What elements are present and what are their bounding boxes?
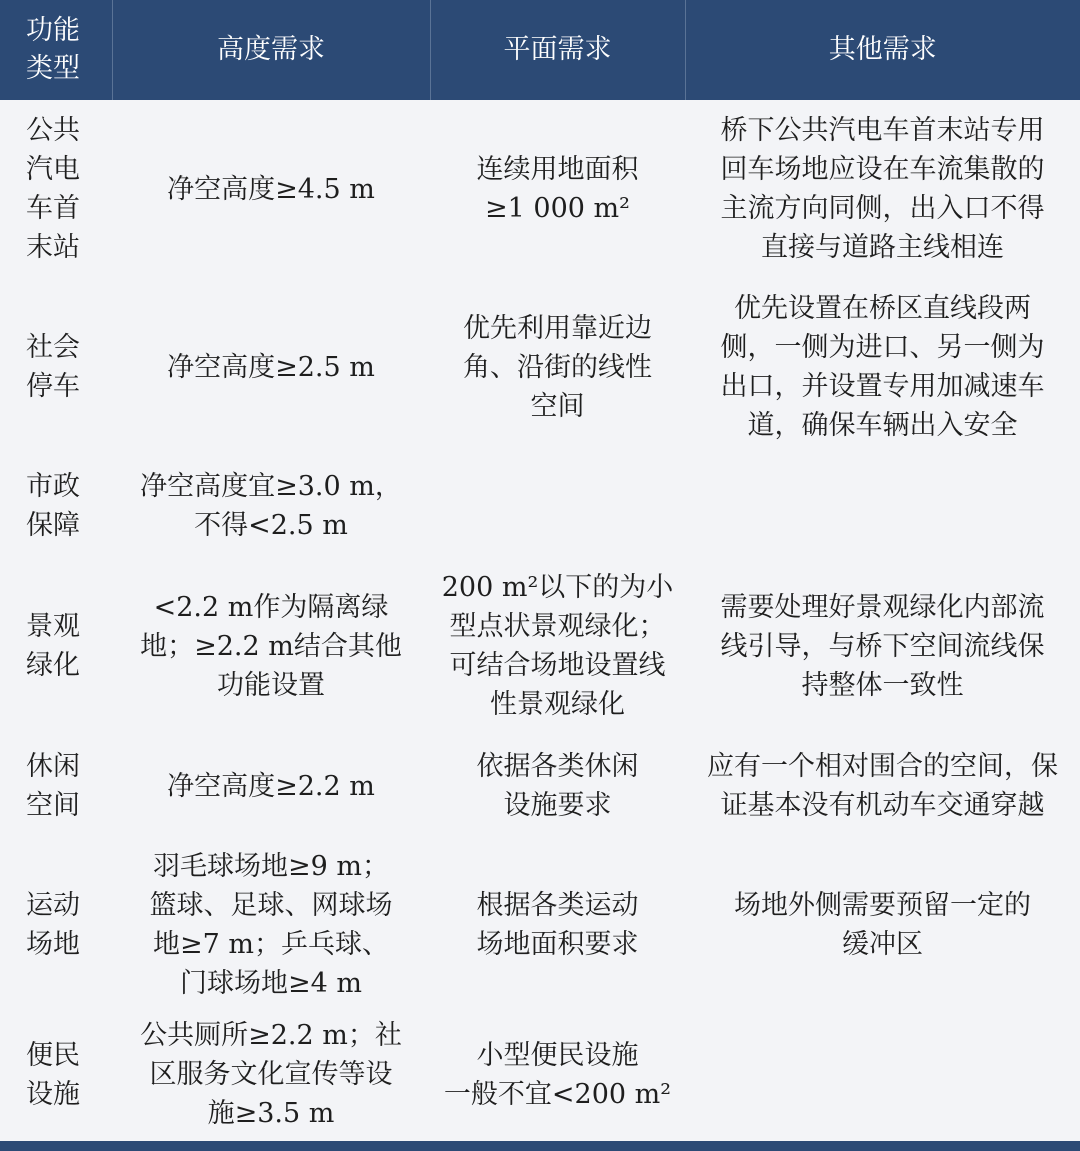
cell-function-type: 便民 设施 — [26, 1039, 80, 1110]
cell-other: 应有一个相对围合的空间，保 证基本没有机动车交通穿越 — [707, 751, 1058, 821]
cell-plane: 依据各类休闲 设施要求 — [476, 751, 639, 821]
header-height-requirement: 高度需求 — [112, 0, 430, 100]
cell-height: 羽毛球场地≥9 m； 篮球、足球、网球场 地≥7 m；乒乓球、 门球场地≥4 m — [149, 851, 393, 999]
cell-other: 场地外侧需要预留一定的 缓冲区 — [734, 890, 1031, 960]
cell-height: 净空高度≥2.2 m — [167, 770, 375, 802]
cell-function-type: 市政 保障 — [26, 471, 80, 541]
cell-function-type: 运动 场地 — [26, 890, 80, 960]
cell-function-type: 景观 绿化 — [26, 611, 80, 681]
table-row — [0, 556, 1080, 736]
cell-plane: 根据各类运动 场地面积要求 — [476, 890, 639, 960]
cell-height: <2.2 m作为隔离绿 地；≥2.2 m结合其他 功能设置 — [140, 591, 402, 701]
table-row — [0, 456, 1080, 556]
cell-function-type: 休闲 空间 — [26, 751, 80, 821]
table-bottom-border — [0, 1141, 1080, 1151]
table-body — [0, 100, 1080, 1135]
table-row — [0, 736, 1080, 836]
table-row — [0, 278, 1080, 456]
header-plane-requirement: 平面需求 — [430, 0, 685, 100]
cell-height: 公共厕所≥2.2 m；社 区服务文化宣传等设 施≥3.5 m — [140, 1020, 402, 1129]
cell-other: 优先设置在桥区直线段两 侧，一侧为进口、另一侧为 出口，并设置专用加减速车 道，确保车辆出入安全 — [720, 293, 1045, 441]
header-other-requirement: 其他需求 — [685, 0, 1080, 100]
cell-other: 需要处理好景观绿化内部流 线引导，与桥下空间流线保 持整体一致性 — [720, 591, 1045, 701]
cell-height: 净空高度≥4.5 m — [167, 173, 375, 205]
cell-plane: 连续用地面积 ≥1 000 m² — [476, 154, 639, 224]
table-row — [0, 100, 1080, 278]
cell-plane: 小型便民设施 一般不宜<200 m² — [443, 1039, 672, 1110]
header-row — [0, 0, 1080, 100]
table-row — [0, 1014, 1080, 1135]
cell-height: 净空高度≥2.5 m — [167, 351, 375, 383]
cell-other — [685, 456, 1080, 556]
cell-other — [685, 1014, 1080, 1135]
cell-other: 桥下公共汽电车首末站专用 回车场地应设在车流集散的 主流方向同侧，出入口不得 直接与道路主线相连 — [720, 115, 1045, 263]
table-row — [0, 836, 1080, 1014]
cell-plane — [430, 456, 685, 556]
table-header — [0, 0, 1080, 100]
cell-function-type: 社会 停车 — [26, 332, 80, 402]
header-function-type: 功能 类型 — [0, 0, 112, 100]
cell-plane: 200 m²以下的为小 型点状景观绿化； 可结合场地设置线 性景观绿化 — [441, 572, 674, 720]
cell-height: 净空高度宜≥3.0 m， 不得<2.5 m — [140, 471, 402, 541]
cell-function-type: 公共 汽电 车首 末站 — [26, 115, 80, 263]
cell-plane: 优先利用靠近边 角、沿街的线性 空间 — [463, 312, 652, 422]
